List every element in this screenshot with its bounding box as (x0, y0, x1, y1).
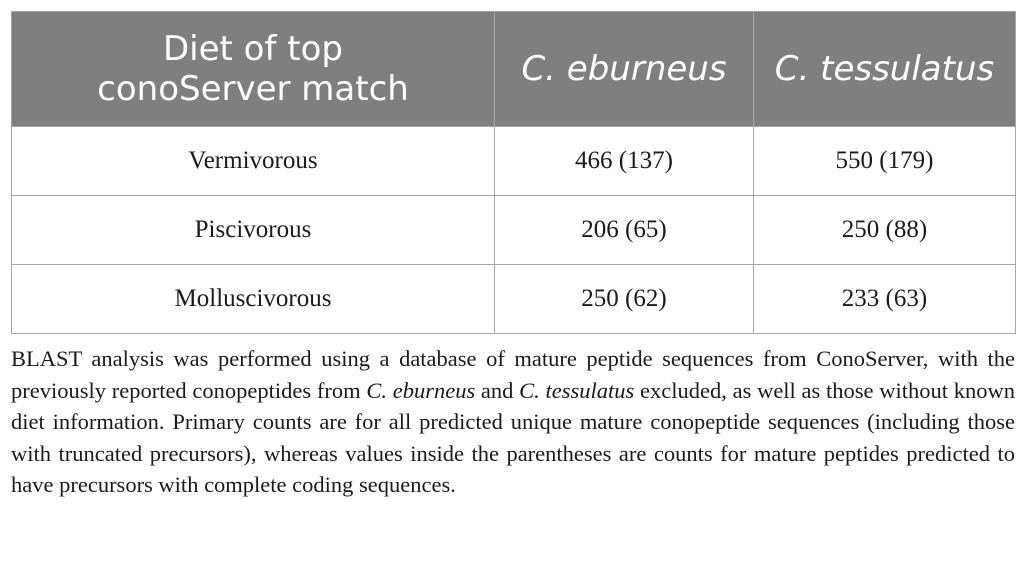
header-diet (12, 12, 495, 127)
table-row (12, 127, 1016, 196)
cell-diet: Vermivorous (12, 127, 495, 196)
cell-eburneus: 206 (65) (495, 196, 754, 265)
diet-table-container (11, 11, 1015, 334)
diet-table (11, 11, 1016, 334)
cell-tessulatus: 550 (179) (754, 127, 1016, 196)
header-tessulatus: C. tessulatus (754, 12, 1016, 127)
header-diet-line1: Diet of top (163, 29, 343, 69)
cell-diet: Piscivorous (12, 196, 495, 265)
footnote-text-3: excluded, as well as those without known diet information. Primary counts are for all predicted unique mature conopeptide sequences (including those with truncated precursors), whereas values inside the parentheses are counts for mature peptides predicted to have precursors with complete coding sequences. (11, 377, 1015, 498)
header-diet-line2: conoServer match (97, 69, 409, 109)
cell-tessulatus: 250 (88) (754, 196, 1016, 265)
table-row (12, 196, 1016, 265)
cell-eburneus: 466 (137) (495, 127, 754, 196)
table-row (12, 265, 1016, 334)
cell-eburneus: 250 (62) (495, 265, 754, 334)
table-footnote (11, 343, 1015, 501)
table-header (12, 12, 1016, 127)
footnote-text-2: and (475, 377, 520, 403)
cell-tessulatus: 233 (63) (754, 265, 1016, 334)
header-eburneus: C. eburneus (495, 12, 754, 127)
header-row (12, 12, 1016, 127)
table-body (12, 127, 1016, 334)
footnote-species-tessulatus: C. tessulatus (519, 377, 635, 403)
cell-diet: Molluscivorous (12, 265, 495, 334)
footnote-species-eburneus: C. eburneus (366, 377, 476, 403)
footnote-text-1: BLAST analysis was performed using a database of mature peptide sequences from ConoServer, with the previously reported conopeptides from (11, 346, 1015, 403)
